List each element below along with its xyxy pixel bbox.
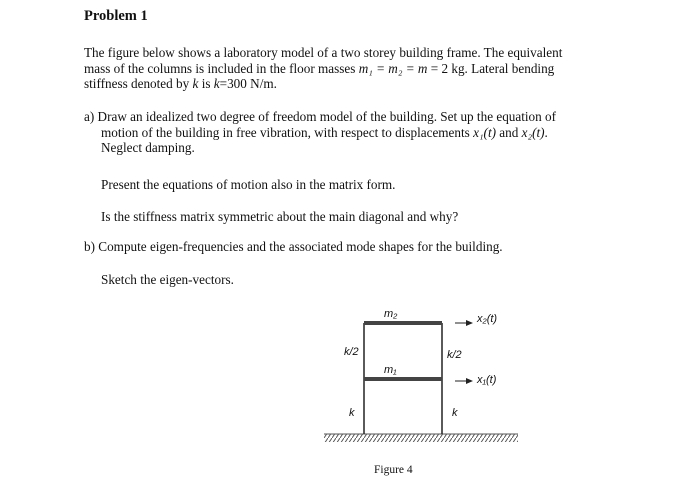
stiffness-symbol: k [192, 76, 199, 91]
x2-symbol: x₂(t) [521, 124, 545, 140]
mass-equality: m₁ = m₂ = m [358, 60, 428, 76]
intro-line-3-mid: is [198, 76, 214, 91]
ground-hatch [324, 434, 518, 442]
stiffness-value: =300 N/m. [219, 76, 277, 91]
m1-label: m₁ [384, 364, 397, 376]
intro-line-2-end: = 2 kg. Lateral bending [427, 60, 555, 76]
intro-line-2-text: mass of the columns is included in the floor masses [84, 60, 359, 76]
figure-caption: Figure 4 [374, 464, 413, 476]
floor-m2 [364, 321, 442, 325]
part-a-line-3: Neglect damping. [101, 140, 195, 155]
part-b-label: b) [84, 239, 95, 254]
x1-label: x₁(t) [477, 374, 497, 386]
symmetry-question: Is the stiffness matrix symmetric about the main diagonal and why? [101, 209, 459, 224]
part-a-period: . [544, 124, 548, 140]
stiffness-symbol-2: k [213, 76, 220, 91]
x1-symbol: x₁(t) [473, 124, 496, 140]
matrix-form-instruction: Present the equations of motion also in the matrix form. [101, 177, 396, 192]
part-a-label: a) [84, 109, 95, 124]
intro-line-1: The figure below shows a laboratory model of a two storey building frame. The equivalent [84, 45, 563, 60]
right-upper-stiffness: k/2 [447, 349, 462, 361]
intro-line-3-text: stiffness denoted by [84, 76, 193, 91]
part-b-text: Compute eigen-frequencies and the associated mode shapes for the building. [98, 239, 503, 254]
left-lower-stiffness: k [349, 407, 355, 419]
right-lower-stiffness: k [452, 407, 458, 419]
sketch-instruction: Sketch the eigen-vectors. [101, 272, 234, 287]
part-a-and: and [496, 124, 522, 140]
x2-label: x₂(t) [477, 313, 498, 325]
left-upper-stiffness: k/2 [344, 346, 359, 358]
part-a-text-1: Draw an idealized two degree of freedom model of the building. Set up the equation of [97, 109, 557, 124]
floor-m1 [364, 377, 442, 381]
part-a-text-2: motion of the building in free vibration, with respect to displacements [101, 124, 474, 140]
m2-label: m₂ [384, 308, 398, 320]
problem-heading: Problem 1 [84, 8, 148, 24]
